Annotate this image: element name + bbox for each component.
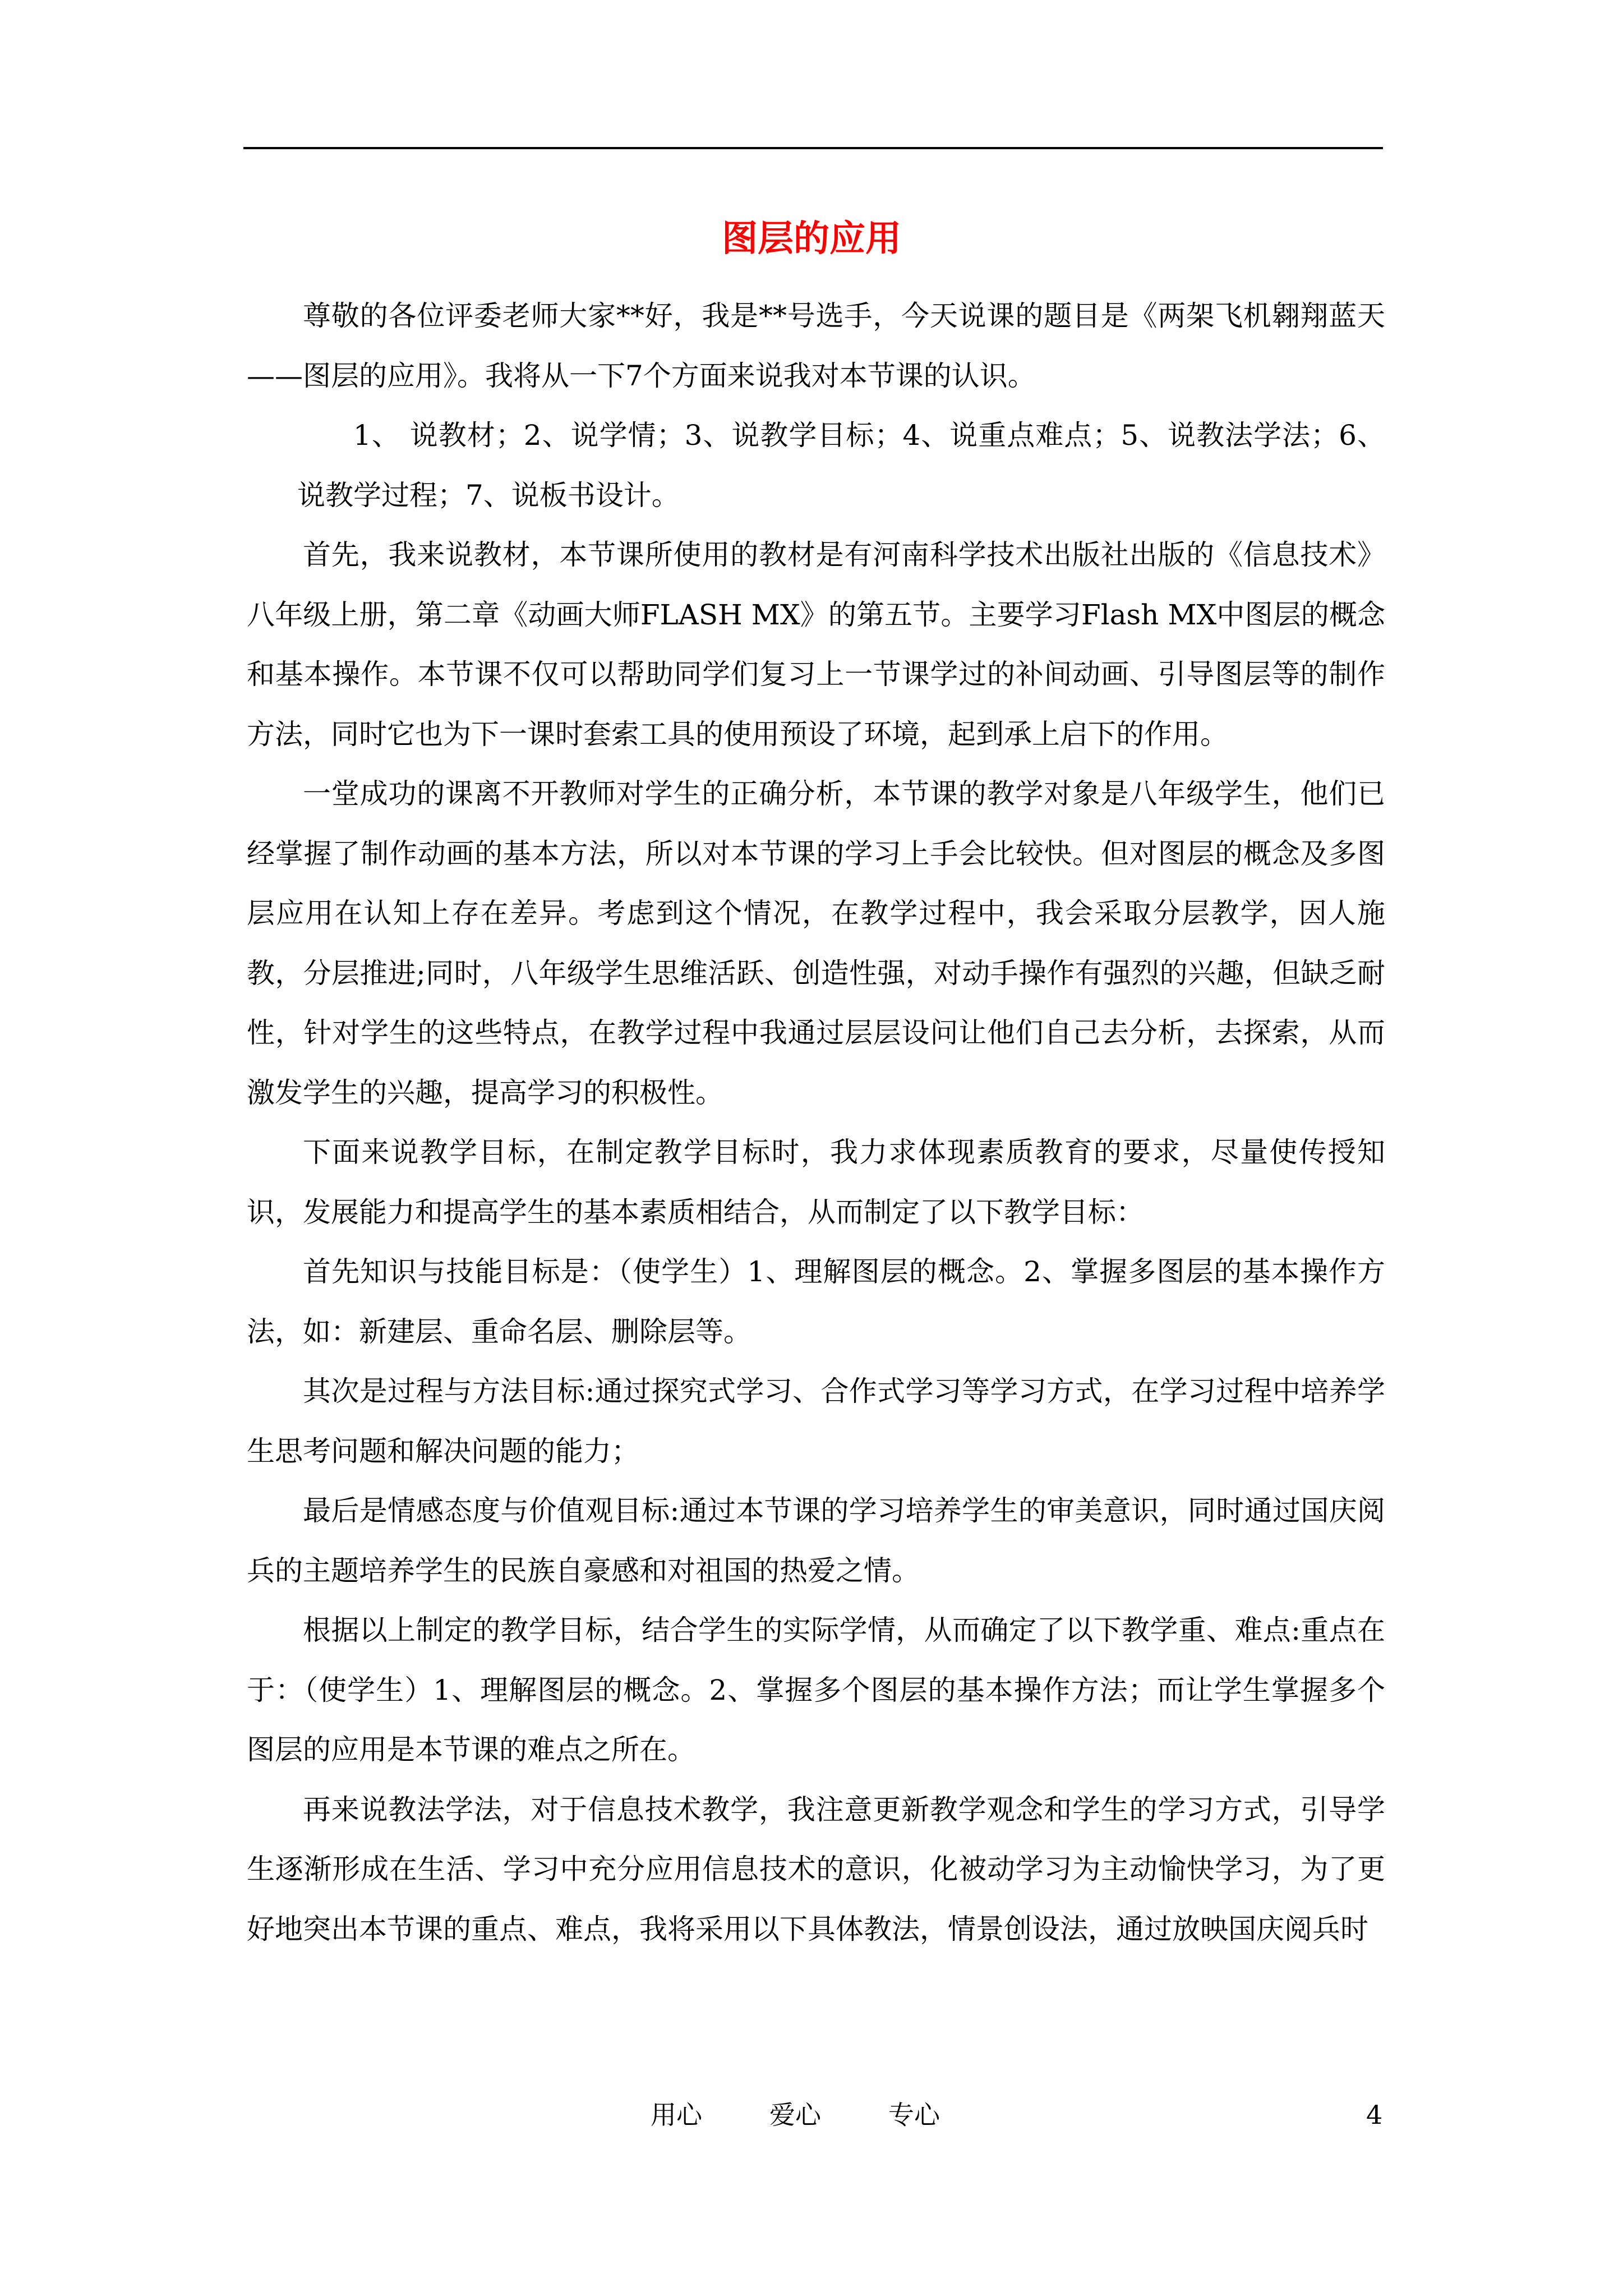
header-rule <box>243 147 1383 149</box>
page-footer <box>0 2092 1623 2137</box>
paragraph-learners: 一堂成功的课离不开教师对学生的正确分析，本节课的教学对象是八年级学生，他们已经掌握了制作动画的基本方法，所以对本节课的学习上手会比较快。但对图层的概念及多图层应用在认知上存在差异。考虑到这个情况，在教学过程中，我会采取分层教学，因人施教，分层推进;同时，八年级学生思维活跃、创造性强，对动手操作有强烈的兴趣，但缺乏耐性，针对学生的这些特点，在教学过程中我通过层层设问让他们自己去分析，去探索，从而激发学生的兴趣，提高学习的积极性。 <box>247 777 1385 1109</box>
paragraph-objectives: 下面来说教学目标，在制定教学目标时，我力求体现素质教育的要求，尽量使传授知识，发展能力和提高学生的基本素质相结合，从而制定了以下教学目标： <box>247 1136 1385 1228</box>
page-number: 4 <box>1366 2100 1383 2130</box>
document-body <box>247 286 1385 1959</box>
paragraph-methods: 再来说教法学法，对于信息技术教学，我注意更新教学观念和学生的学习方式，引导学生逐渐形成在生活、学习中充分应用信息技术的意识，化被动学习为主动愉快学习，为了更好地突出本节课的重点、难点，我将采用以下具体教法，情景创设法，通过放映国庆阅兵时 <box>247 1793 1385 1945</box>
paragraph-emotion-goal: 最后是情感态度与价值观目标:通过本节课的学习培养学生的审美意识，同时通过国庆阅兵的主题培养学生的民族自豪感和对祖国的热爱之情。 <box>247 1494 1385 1587</box>
paragraph-outline-list: 1、 说教材；2、说学情；3、说教学目标；4、说重点难点；5、说教法学法；6、说教学过程；7、说板书设计。 <box>297 419 1385 512</box>
paragraph-process-goal: 其次是过程与方法目标:通过探究式学习、合作式学习等学习方式，在学习过程中培养学生思考问题和解决问题的能力； <box>247 1375 1385 1467</box>
paragraph-intro: 尊敬的各位评委老师大家**好，我是**号选手，今天说课的题目是《两架飞机翱翔蓝天——图层的应用》。我将从一下7个方面来说我对本节课的认识。 <box>247 300 1385 392</box>
paragraph-key-points: 根据以上制定的教学目标，结合学生的实际学情，从而确定了以下教学重、难点:重点在于：（使学生）1、理解图层的概念。2、掌握多个图层的基本操作方法；而让学生掌握多个图层的应用是本节课的难点之所在。 <box>247 1614 1385 1766</box>
footer-motto-3: 专心 <box>888 2100 940 2130</box>
footer-motto-1: 用心 <box>651 2100 702 2130</box>
paragraph-textbook: 首先，我来说教材，本节课所使用的教材是有河南科学技术出版社出版的《信息技术》八年级上册，第二章《动画大师FLASH MX》的第五节。主要学习Flash MX中图层的概念和基本操作。本节课不仅可以帮助同学们复习上一节课学过的补间动画、引导图层等的制作方法，同时它也为下一课时套索工具的使用预设了环境，起到承上启下的作用。 <box>247 539 1385 751</box>
footer-motto <box>651 2092 1007 2137</box>
paragraph-knowledge-goal: 首先知识与技能目标是：（使学生）1、理解图层的概念。2、掌握多图层的基本操作方法，如：新建层、重命名层、删除层等。 <box>247 1255 1385 1348</box>
document-title: 图层的应用 <box>722 218 901 260</box>
footer-motto-2: 爱心 <box>769 2100 821 2130</box>
